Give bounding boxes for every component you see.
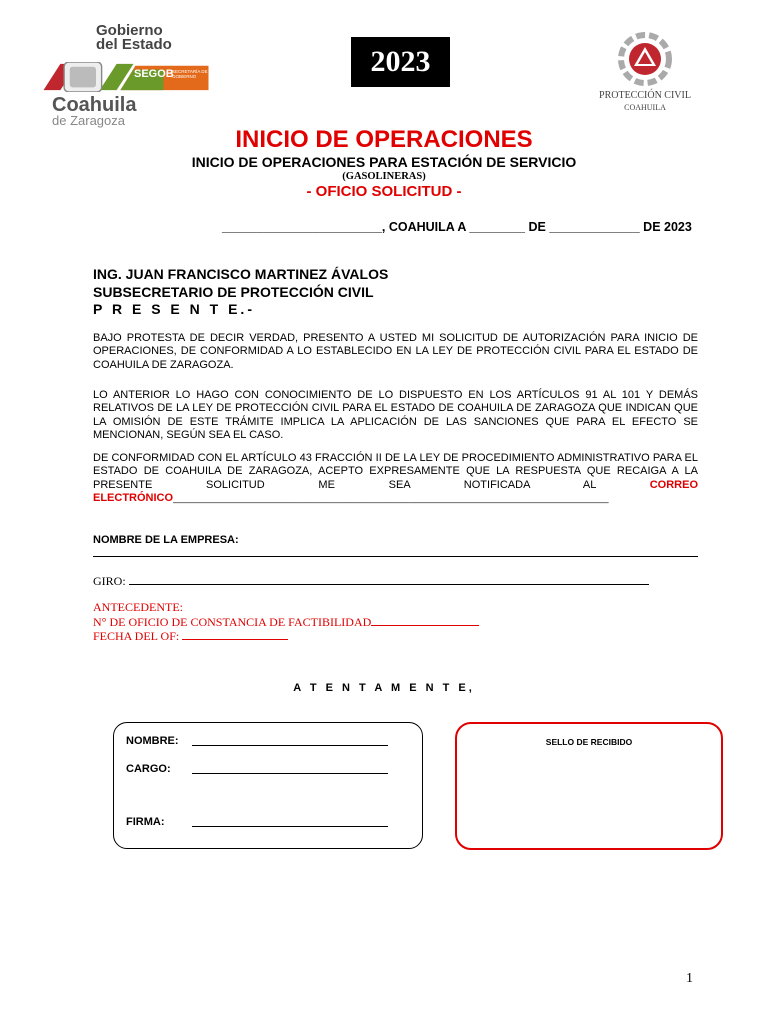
gobierno-line2: del Estado	[96, 36, 172, 53]
paragraph-2: LO ANTERIOR LO HAGO CON CONOCIMIENTO DE LO DISPUESTO EN LOS ARTÍCULOS 91 AL 101 Y DEMÁS RELATIVOS DE LA LEY DE PROTECCIÓN CIVIL PARA EL ESTADO DE COAHUILA DE ZARAGOZA QUE INDICAN QUE LA OMISIÓN DE ESTE TRÁMITE IMPLICA LA APLICACIÓN DE LAS SANCIONES QUE PARA EL EFECTO SE MENCIONAN, SEGÚN SEA EL CASO.	[93, 389, 698, 441]
pc-line2: COAHUILA	[624, 103, 666, 112]
firma-input-line[interactable]	[192, 826, 388, 827]
date-location-line[interactable]: _______________________, COAHUILA A ________ DE _____________ DE 2023	[222, 220, 692, 234]
fecha-oficio-field	[93, 629, 479, 644]
paragraph-1: BAJO PROTESTA DE DECIR VERDAD, PRESENTO A USTED MI SOLICITUD DE AUTORIZACIÓN PARA INICIO DE OPERACIONES, DE CONFORMIDAD A LO ESTABLECIDO EN LA LEY DE PROTECCIÓN CIVIL PARA EL ESTADO DE COAHUILA DE ZARAGOZA.	[93, 332, 698, 371]
oficio-solicitud-heading	[0, 183, 768, 200]
giro-field	[93, 574, 649, 589]
sello-recibido-label: SELLO DE RECIBIDO	[545, 737, 633, 747]
oficio-constancia-field	[93, 615, 479, 630]
oficio-label: OFICIO SOLICITUD	[315, 183, 453, 200]
giro-label: GIRO:	[93, 574, 126, 588]
pc-line1: PROTECCIÓN CIVIL	[599, 90, 691, 101]
proteccion-civil-logo	[590, 28, 700, 124]
atentamente-label: A T E N T A M E N T E,	[293, 682, 475, 694]
oficio-constancia-input-line[interactable]	[371, 615, 479, 626]
oficio-suffix: -	[452, 183, 462, 200]
coahuila-label: Coahuila	[52, 94, 137, 116]
gobierno-line1: Gobierno	[96, 22, 163, 39]
fecha-oficio-label: FECHA DEL OF:	[93, 629, 180, 643]
sello-recibido-box	[455, 722, 723, 850]
fecha-oficio-input-line[interactable]	[182, 629, 288, 640]
empresa-input-line[interactable]	[93, 556, 698, 557]
paragraph-3-text: DE CONFORMIDAD CON EL ARTÍCULO 43 FRACCIÓN II DE LA LEY DE PROCEDIMIENTO ADMINISTRATIVO PARA EL ESTADO DE COAHUILA DE ZARAGOZA, ACEPTO EXPRESAMENTE QUE LA RESPUESTA QUE RECAIGA A LA PRESENTE SOLICITUD ME SEA NOTIFICADA AL	[93, 452, 698, 491]
firma-label: FIRMA:	[126, 816, 165, 828]
gobierno-logo-text	[96, 24, 172, 52]
addressee-name: ING. JUAN FRANCISCO MARTINEZ ÁVALOS	[93, 266, 389, 282]
nombre-input-line[interactable]	[192, 745, 388, 746]
presente-label: P R E S E N T E.-	[93, 301, 255, 317]
oficio-constancia-label: N° DE OFICIO DE CONSTANCIA DE FACTIBILIDAD	[93, 614, 372, 629]
year-badge: 2023	[351, 37, 450, 87]
zaragoza-label: de Zaragoza	[52, 113, 125, 128]
paragraph-3	[93, 452, 698, 505]
signature-box	[113, 722, 423, 849]
gasolineras-label: (GASOLINERAS)	[342, 171, 426, 182]
cargo-input-line[interactable]	[192, 773, 388, 774]
addressee-position: SUBSECRETARIO DE PROTECCIÓN CIVIL	[93, 283, 374, 300]
gobierno-coahuila-logo	[38, 24, 218, 128]
proteccion-civil-icon	[612, 30, 678, 88]
nombre-label: NOMBRE:	[126, 735, 179, 747]
empresa-label: NOMBRE DE LA EMPRESA:	[93, 534, 239, 546]
segob-label: SEGOB	[134, 68, 174, 80]
antecedente-label: ANTECEDENTE:	[93, 600, 183, 614]
antecedente-block	[93, 600, 479, 644]
oficio-prefix: -	[306, 183, 316, 200]
segob-sub-label: SECRETARÍA DE GOBIERNO	[172, 69, 208, 79]
email-blank-line[interactable]: _______________________________________________________________________________________	[173, 492, 609, 503]
cargo-label: CARGO:	[126, 763, 171, 775]
document-subtitle: INICIO DE OPERACIONES PARA ESTACIÓN DE SERVICIO	[191, 154, 577, 170]
correo-electronico-label: CORREO ELECTRÓNICO	[93, 478, 698, 504]
giro-input-line[interactable]	[129, 574, 649, 585]
addressee-block	[93, 266, 388, 319]
page-number: 1	[686, 971, 693, 986]
document-title: INICIO DE OPERACIONES	[235, 126, 533, 153]
